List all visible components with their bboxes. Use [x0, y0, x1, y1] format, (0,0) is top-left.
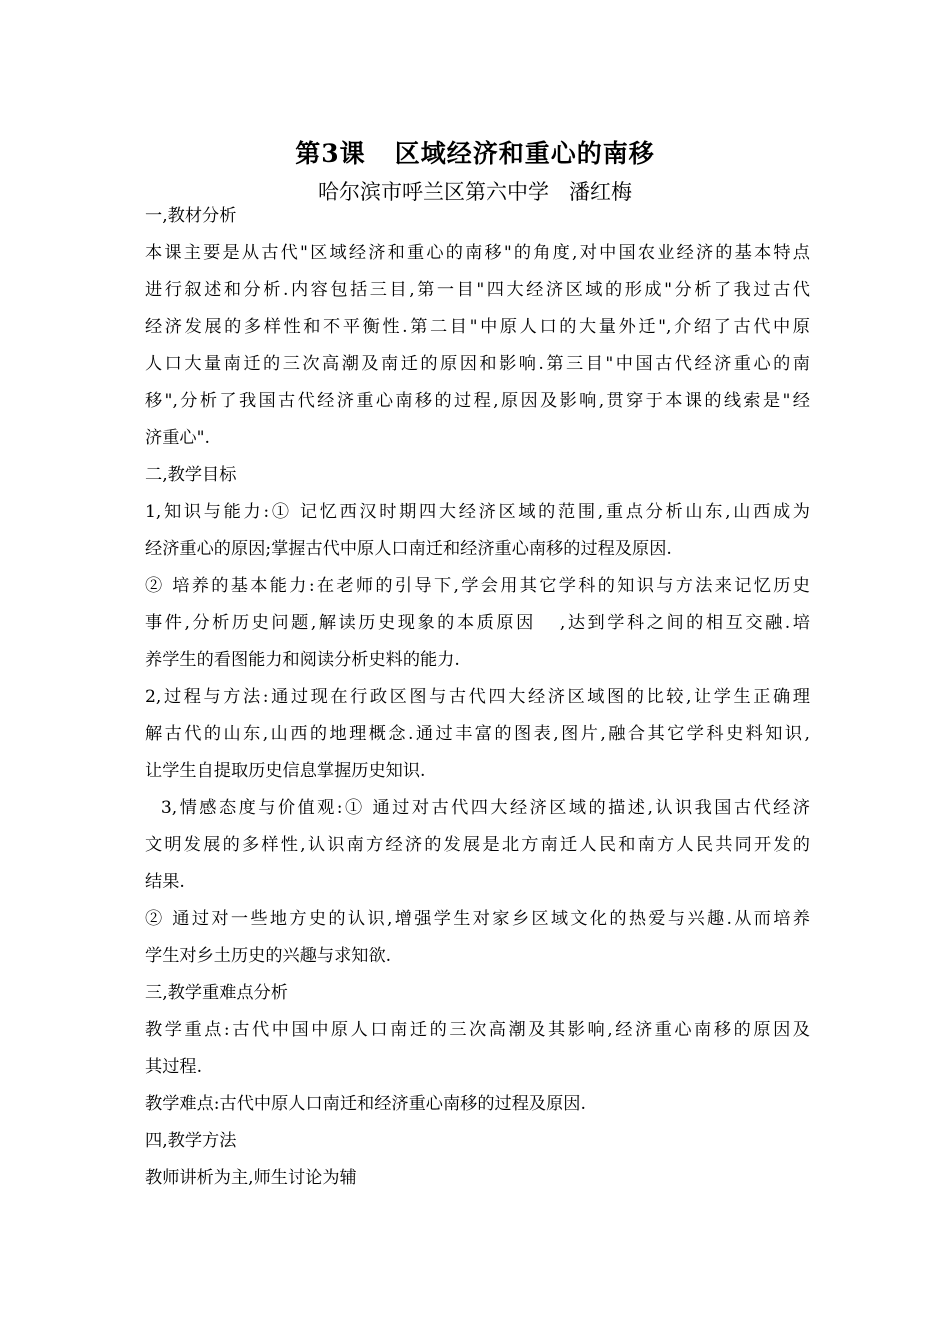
- text-line: ② 通过对一些地方史的认识,增强学生对家乡区域文化的热爱与兴趣.从而培养: [145, 909, 810, 929]
- text-line: 其过程.: [145, 1057, 203, 1077]
- text-line: 教学难点:古代中原人口南迁和经济重心南移的过程及原因.: [145, 1094, 586, 1114]
- text-line: 一,教材分析: [145, 206, 237, 226]
- text-line: 二,教学目标: [145, 465, 237, 485]
- text-line: 经济发展的多样性和不平衡性.第二目"中原人口的大量外迁",介绍了古代中原: [145, 317, 810, 337]
- lesson-title: 第3课 区域经济和重心的南移: [295, 139, 655, 168]
- text-line: 解古代的山东,山西的地理概念.通过丰富的图表,图片,融合其它学科史料知识,: [145, 724, 810, 744]
- text-line: 事件,分析历史问题,解读历史现象的本质原因 ,达到学科之间的相互交融.培: [145, 613, 810, 633]
- text-line: 学生对乡土历史的兴趣与求知欲.: [145, 946, 392, 966]
- text-line: 人口大量南迁的三次高潮及南迁的原因和影响.第三目"中国古代经济重心的南: [145, 354, 810, 374]
- text-line: 教师讲析为主,师生讨论为辅: [145, 1168, 357, 1188]
- text-line: 本课主要是从古代"区域经济和重心的南移"的角度,对中国农业经济的基本特点: [145, 243, 810, 263]
- text-line: 结果.: [145, 872, 185, 892]
- text-line: 教学重点:古代中国中原人口南迁的三次高潮及其影响,经济重心南移的原因及: [145, 1020, 810, 1040]
- text-line: 进行叙述和分析.内容包括三目,第一目"四大经济区域的形成"分析了我过古代: [145, 280, 810, 300]
- text-line: 文明发展的多样性,认识南方经济的发展是北方南迁人民和南方人民共同开发的: [145, 835, 810, 855]
- text-line: 让学生自提取历史信息掌握历史知识.: [145, 761, 426, 781]
- document-body: [145, 198, 810, 1197]
- text-line: ② 培养的基本能力:在老师的引导下,学会用其它学科的知识与方法来记忆历史: [145, 576, 810, 596]
- text-line: 三,教学重难点分析: [145, 983, 288, 1003]
- text-line: 养学生的看图能力和阅读分析史料的能力.: [145, 650, 460, 670]
- author-line: 哈尔滨市呼兰区第六中学 潘红梅: [317, 180, 633, 204]
- text-line: 济重心".: [145, 428, 210, 448]
- text-line: 3,情感态度与价值观:① 通过对古代四大经济区域的描述,认识我国古代经济: [145, 798, 810, 818]
- text-line: 2,过程与方法:通过现在行政区图与古代四大经济区域图的比较,让学生正确理: [145, 687, 810, 707]
- text-line: 1,知识与能力:① 记忆西汉时期四大经济区域的范围,重点分析山东,山西成为: [145, 502, 810, 522]
- text-line: 经济重心的原因;掌握古代中原人口南迁和经济重心南移的过程及原因.: [145, 539, 672, 559]
- text-line: 移",分析了我国古代经济重心南移的过程,原因及影响,贯穿于本课的线索是"经: [145, 391, 810, 411]
- text-line: 四,教学方法: [145, 1131, 237, 1151]
